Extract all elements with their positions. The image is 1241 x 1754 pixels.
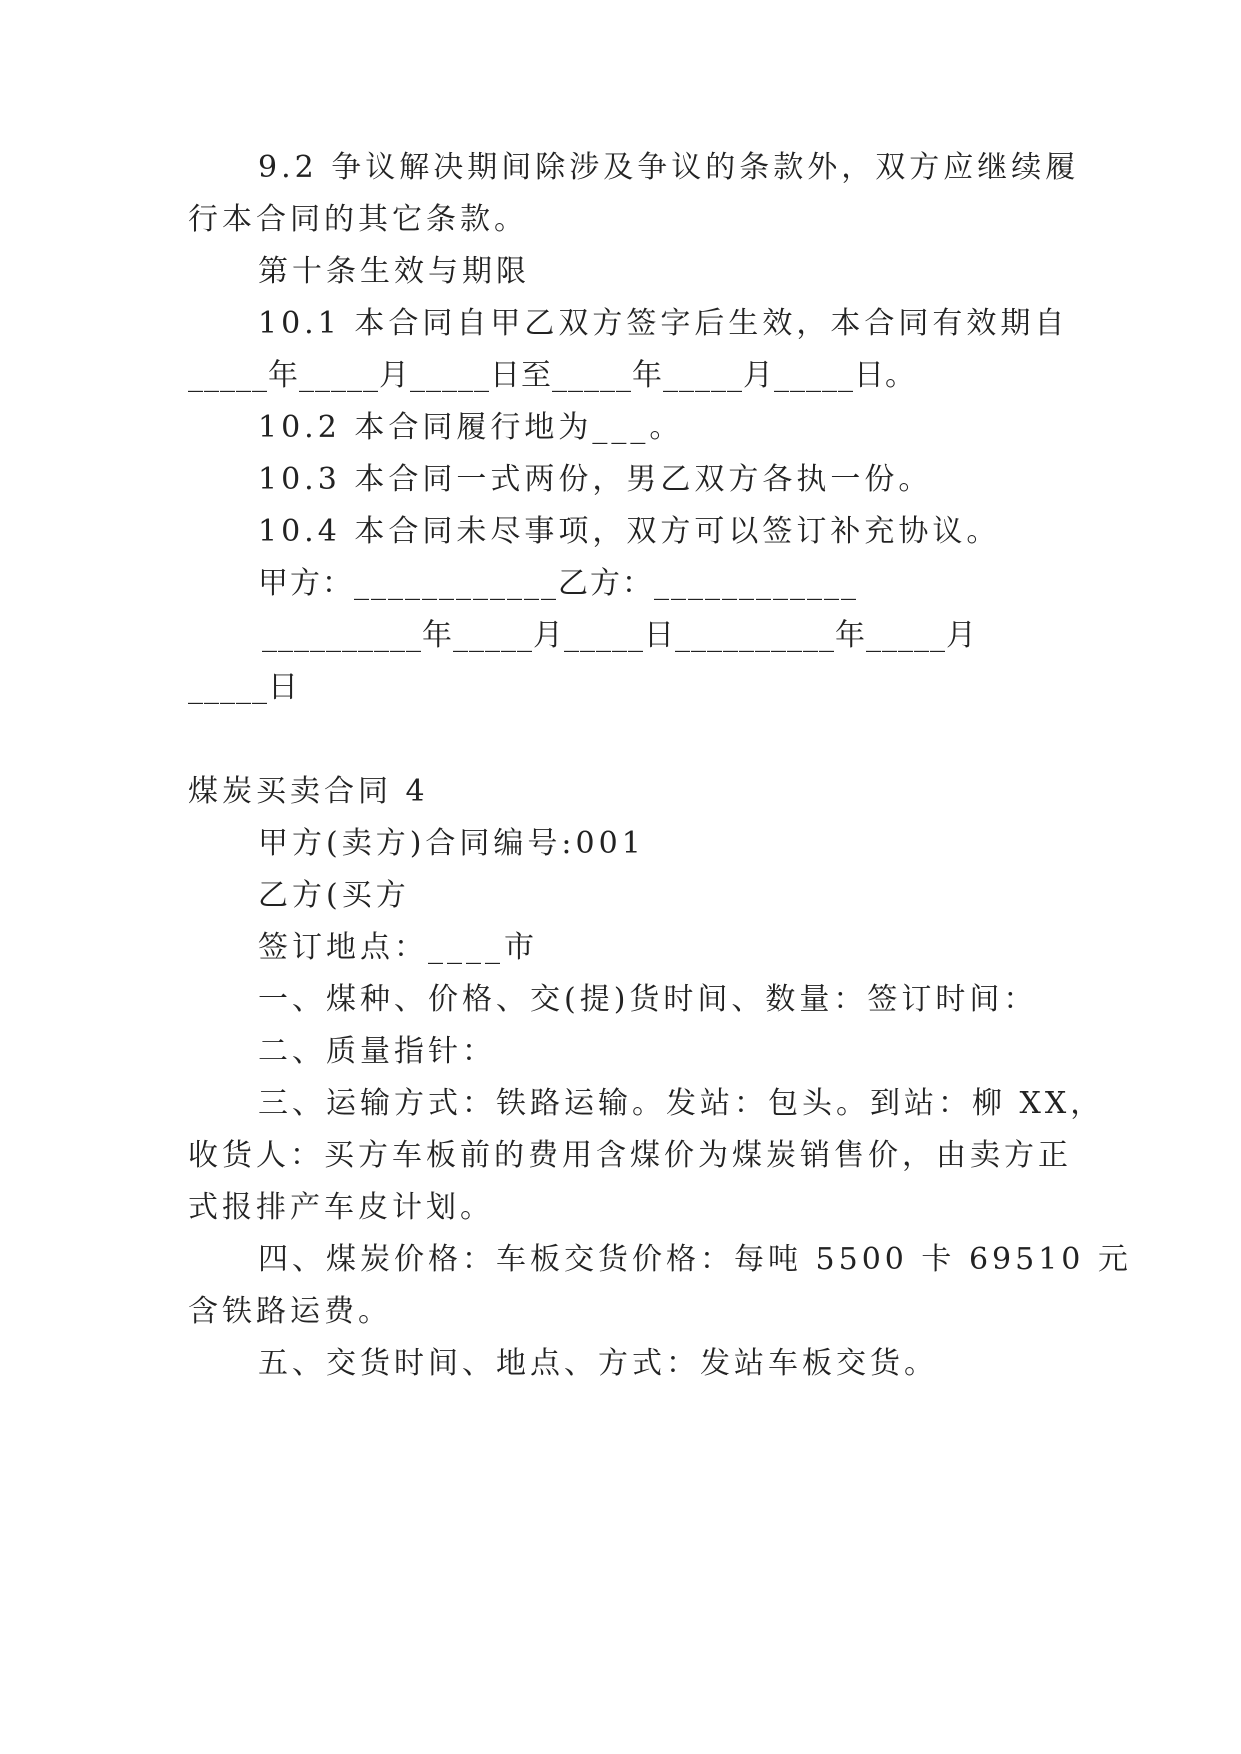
paragraph-9-2-line-1: 9.2 争议解决期间除涉及争议的条款外，双方应继续履 [258, 150, 1080, 185]
signature-date-line-1: __________年_____月_____日__________年_____月 [262, 618, 977, 653]
item-2: 二、质量指针： [258, 1034, 496, 1069]
item-3-line-2: 收货人：买方车板前的费用含煤价为煤炭销售价，由卖方正 [188, 1138, 1072, 1173]
paragraph-9-2-line-2: 行本合同的其它条款。 [188, 202, 528, 237]
signature-date-line-2: _____日 [188, 670, 299, 705]
item-3-line-1: 三、运输方式：铁路运输。发站：包头。到站：柳 XX， [258, 1086, 1105, 1121]
item-4-line-1: 四、煤炭价格：车板交货价格：每吨 5500 卡 69510 元 [258, 1242, 1132, 1277]
contract-4-title: 煤炭买卖合同 4 [188, 774, 429, 809]
party-b-line: 乙方(买方 [258, 878, 410, 913]
party-a-line: 甲方(卖方)合同编号:001 [258, 826, 645, 861]
item-3-line-3: 式报排产车皮计划。 [188, 1190, 494, 1225]
paragraph-10-1-line-1: 10.1 本合同自甲乙双方签字后生效，本合同有效期自 [258, 306, 1069, 341]
signature-line: 甲方：____________乙方：____________ [258, 566, 858, 601]
item-1: 一、煤种、价格、交(提)货时间、数量：签订时间： [258, 982, 1038, 1017]
article-10-heading: 第十条生效与期限 [258, 254, 530, 289]
sign-place-line: 签订地点：____市 [258, 930, 538, 965]
paragraph-10-4: 10.4 本合同未尽事项，双方可以签订补充协议。 [258, 514, 1001, 549]
item-4-line-2: 含铁路运费。 [188, 1294, 392, 1329]
paragraph-10-2: 10.2 本合同履行地为___。 [258, 410, 684, 445]
paragraph-10-1-line-2: _____年_____月_____日至_____年_____月_____日。 [188, 358, 916, 393]
item-5: 五、交货时间、地点、方式：发站车板交货。 [258, 1346, 938, 1381]
paragraph-10-3: 10.3 本合同一式两份，男乙双方各执一份。 [258, 462, 933, 497]
